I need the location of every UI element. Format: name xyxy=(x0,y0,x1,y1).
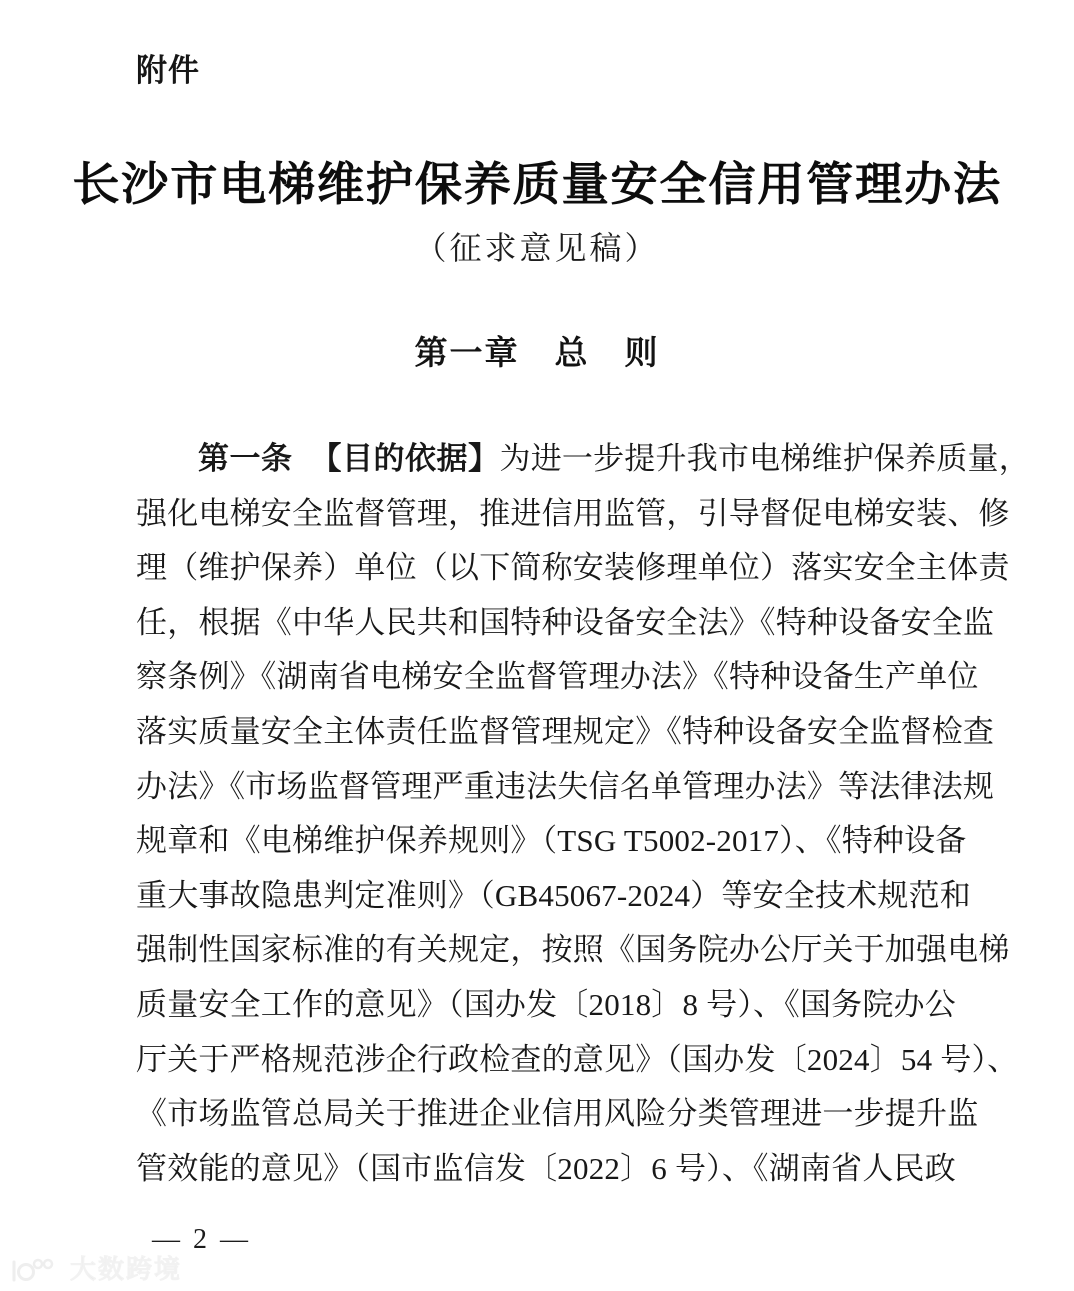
body-line xyxy=(136,1087,979,1142)
dashu-kuajing-logo-icon xyxy=(8,1255,62,1285)
watermark-text: 大数跨境 xyxy=(70,1255,183,1285)
body-line-text: 《市场监管总局关于推进企业信用风险分类管理进一步提升监 xyxy=(136,1096,979,1132)
body-line-text: 为进一步提升我市电梯维护保养质量， xyxy=(499,441,1030,476)
body-line-text: 察条例》《湖南省电梯安全监督管理办法》《特种设备生产单位 xyxy=(136,659,979,695)
body-line xyxy=(136,1142,956,1197)
body-line-text: 强制性国家标准的有关规定，按照《国务院办公厅关于加强电梯 xyxy=(136,932,1010,968)
body-line-text: 任，根据《中华人民共和国特种设备安全法》《特种设备安全监 xyxy=(136,604,995,640)
chapter-heading: 第一章 总 则 xyxy=(414,333,660,372)
article-body xyxy=(136,432,1030,1196)
body-line xyxy=(136,923,1010,978)
body-line-text: 落实质量安全主体责任监督管理规定》《特种设备安全监督检查 xyxy=(136,713,995,749)
article-number: 第一条 xyxy=(198,441,293,477)
watermark xyxy=(8,1255,182,1285)
body-line xyxy=(136,487,1010,542)
body-line xyxy=(136,814,967,869)
body-line xyxy=(136,705,995,760)
body-line-text: 重大事故隐患判定准则》（GB45067-2024）等安全技术规范和 xyxy=(136,877,971,913)
page-title: 长沙市电梯维护保养质量安全信用管理办法 xyxy=(72,157,1002,211)
body-line xyxy=(136,1033,1019,1088)
body-line-text: 理（维护保养）单位（以下简称安装修理单位）落实安全主体责 xyxy=(136,550,1010,586)
body-line xyxy=(136,432,1030,487)
page-number: — 2 — xyxy=(152,1224,251,1255)
article-bracket-term: 【目的依据】 xyxy=(310,441,500,477)
attachment-label: 附件 xyxy=(136,53,200,89)
body-line xyxy=(136,650,979,705)
body-line-text: 办法》《市场监督管理严重违法失信名单管理办法》等法律法规 xyxy=(136,768,995,804)
body-line-text: 规章和《电梯维护保养规则》（TSG T5002-2017）、《特种设备 xyxy=(136,823,967,859)
body-line-text: 厅关于严格规范涉企行政检查的意见》（国办发〔2024〕54 号）、 xyxy=(136,1041,1019,1077)
body-line-text: 强化电梯安全监督管理，推进信用监管，引导督促电梯安装、修 xyxy=(136,495,1010,531)
body-line xyxy=(136,869,971,924)
body-line xyxy=(136,760,995,815)
body-line-text: 管效能的意见》（国市监信发〔2022〕6 号）、《湖南省人民政 xyxy=(136,1150,956,1186)
document-subtitle: （征求意见稿） xyxy=(414,230,660,266)
body-line xyxy=(136,978,956,1033)
body-line xyxy=(136,541,1010,596)
body-line xyxy=(136,596,995,651)
body-line-text: 质量安全工作的意见》（国办发〔2018〕8 号）、《国务院办公 xyxy=(136,986,956,1022)
